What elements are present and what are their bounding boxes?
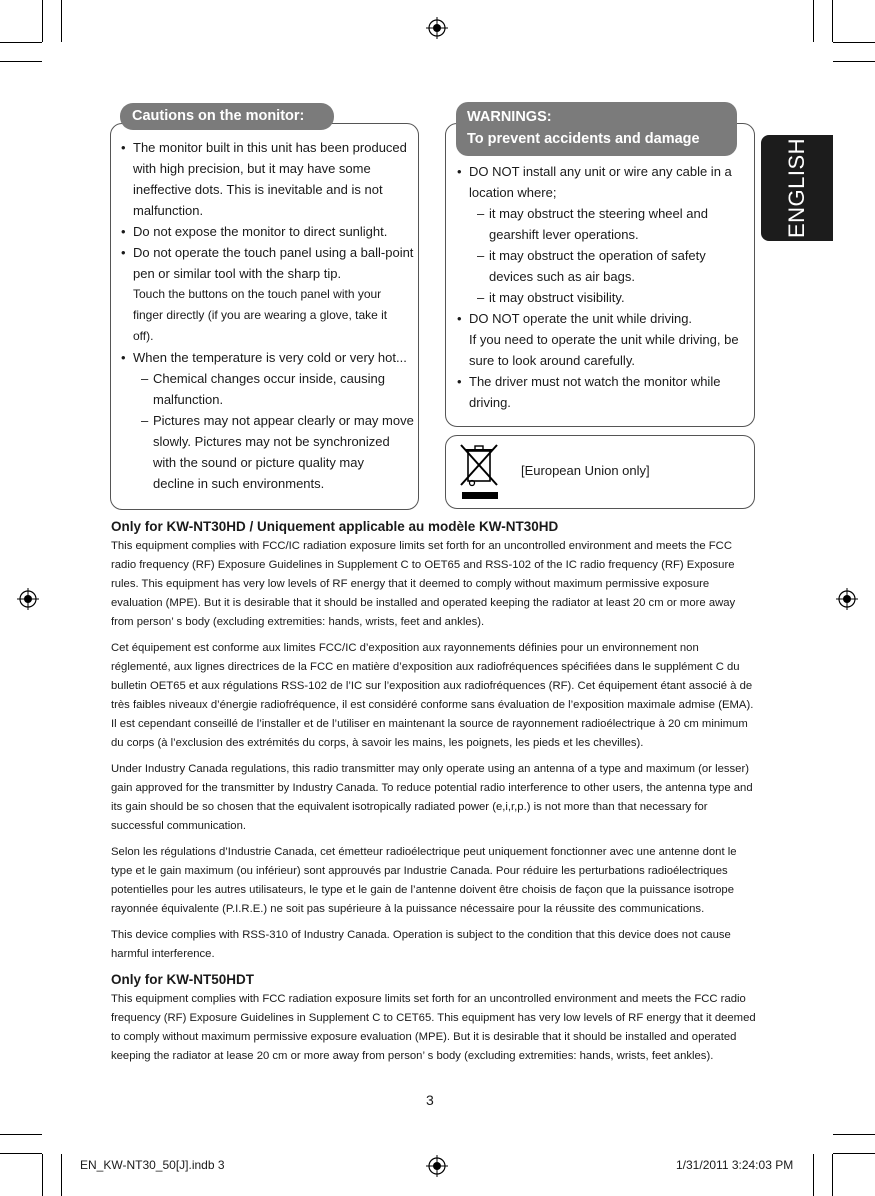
page-number: 3 (426, 1092, 434, 1108)
paragraph: Under Industry Canada regulations, this radio transmitter may only operate using an antenna of a type and maximum (or lesser) gain approved for the transmitter by Industry Canada. To reduce potential radio interference to other users, the antenna type and its gain should be so chosen that the equivalent isotropically radiated power (e,i,r,p.) is not more than that necessary for successful communication. (111, 763, 753, 832)
paragraph: This equipment complies with FCC radiation exposure limits set forth for an uncontrolled environment and meets the FCC radio frequency (RF) Exposure Guidelines in Supplement C to CET65. This equipment has very low levels of RF energy that it deemed to comply without maximum permissive exposure evaluation (MPE). But it is desirable that it should be installed and operated keeping the radiator at lease 20 cm or more away from person’ s body (excluding extremities: hands, wrists, feet ankles). (111, 993, 756, 1062)
list-item: pen or similar tool with the sharp tip. (133, 266, 342, 281)
list-item: – it may obstruct visibility. (447, 287, 752, 308)
paragraph: This device complies with RSS-310 of Industry Canada. Operation is subject to the condition that this device does not cause harmful interference. (111, 929, 731, 960)
crop-mark (833, 42, 875, 43)
crop-mark (813, 0, 814, 42)
crop-mark (0, 61, 42, 62)
paragraph: Cet équipement est conforme aux limites FCC/IC d’exposition aux rayonnements définies pour un environnement non réglementé, aux lignes directrices de la FCC en matière d’exposition aux radiofréquences spécifiées dans le supplément C du bulletin OET65 et aux régulations RSS-102 de l’IC sur l’exposition aux radiofréquences (RF). Cet équipement étant associé à de très faibles niveaux d’énergie radiofréquence, il est considéré conforme sans évaluation de l’exposition maximale admise (EMA). Il est cependant conseillé de l’installer et de l’utiliser en maintenant la source de rayonnement radioélectrique à 20 cm minimum du corps (à l’exclusion des extrémités du corps, à savoir les mains, les poignets, les pieds et les chevilles). (111, 642, 754, 749)
list-item: with the sound or picture quality may (153, 455, 364, 470)
list-item: off). (133, 329, 154, 343)
crop-mark (833, 1134, 875, 1135)
list-item: – it may obstruct the steering wheel and (447, 203, 752, 224)
warnings-title-line1: WARNINGS: (467, 109, 552, 125)
list-item: with high precision, but it may have some (133, 161, 371, 176)
list-item: sure to look around carefully. (469, 353, 635, 368)
list-item: • Do not operate the touch panel using a ball-point (111, 242, 416, 263)
list-item: – Chemical changes occur inside, causing (111, 368, 416, 389)
warnings-list (447, 161, 752, 413)
language-tab-label: ENGLISH (784, 137, 809, 239)
cautions-list (111, 137, 416, 494)
list-item: – Pictures may not appear clearly or may move (111, 410, 416, 431)
paragraph: Selon les régulations d’Industrie Canada, cet émetteur radioélectrique peut uniquement fonctionner avec une antenne dont le type et le gain maximum (ou inférieur) sont approuvés par Industrie Canada. Pour réduire les perturbations radioélectriques potentielles pour les autres utilisateurs, le type et le gain de l’antenne doivent être choisis de façon que la puissance isotrope rayonnée équivalente (P.I.R.E.) ne soit pas supérieure à la puissance nécessaire pour la réussite des communications. (111, 846, 737, 915)
list-item: gearshift lever operations. (489, 227, 639, 242)
list-item: – it may obstruct the operation of safety (447, 245, 752, 266)
registration-mark-icon (836, 588, 858, 610)
crop-mark (833, 61, 875, 62)
crop-mark (833, 1153, 875, 1154)
warnings-title-line2: To prevent accidents and damage (467, 131, 700, 147)
crop-mark (0, 1134, 42, 1135)
paragraph: This equipment complies with FCC/IC radiation exposure limits set forth for an uncontrolled environment and meets the FCC radio frequency (RF) Exposure Guidelines in Supplement C to OET65 and RSS-102 of the IC radio frequency (RF) Exposure rules. This equipment has very low levels of RF energy that it deemed to comply without maximum permissive exposure evaluation (MPE). But it is desirable that it should be installed and operated keeping the radiator at least 20 cm or more away from person’ s body (excluding extremities: hands, wrists, feet and ankles). (111, 540, 736, 628)
section-heading: Only for KW-NT30HD / Uniquement applicable au modèle KW-NT30HD (111, 519, 559, 534)
crop-mark (813, 1154, 814, 1196)
warnings-title (456, 102, 737, 156)
list-item: If you need to operate the unit while driving, be (469, 332, 739, 347)
list-item: • The driver must not watch the monitor while (447, 371, 752, 392)
list-item: location where; (469, 185, 557, 200)
registration-mark-icon (17, 588, 39, 610)
crop-mark (61, 1154, 62, 1196)
list-item: • DO NOT operate the unit while driving. (447, 308, 752, 329)
list-item: ineffective dots. This is inevitable and is not (133, 182, 383, 197)
crop-mark (0, 42, 42, 43)
list-item: driving. (469, 395, 511, 410)
list-item: finger directly (if you are wearing a glove, take it (133, 308, 388, 322)
list-item: slowly. Pictures may not be synchronized (153, 434, 390, 449)
crop-mark (0, 1153, 42, 1154)
crop-mark (42, 0, 43, 42)
registration-mark-icon (426, 17, 448, 39)
crop-mark (832, 1154, 833, 1196)
list-item: devices such as air bags. (489, 269, 635, 284)
crop-mark (42, 1154, 43, 1196)
list-item: • When the temperature is very cold or very hot... (111, 347, 416, 368)
eu-only-label: [European Union only] (521, 463, 650, 478)
list-item: decline in such environments. (153, 476, 325, 491)
list-item: malfunction. (133, 203, 204, 218)
crossed-out-wheelie-bin-icon (459, 441, 501, 501)
cautions-title (120, 103, 334, 130)
list-item: • The monitor built in this unit has been produced (111, 137, 416, 158)
footer-timestamp: 1/31/2011 3:24:03 PM (676, 1158, 794, 1172)
list-item: Touch the buttons on the touch panel with your (133, 287, 382, 301)
language-tab (761, 135, 833, 241)
regulatory-text (111, 518, 759, 1073)
crop-mark (832, 0, 833, 42)
list-item: • Do not expose the monitor to direct sunlight. (111, 221, 416, 242)
registration-mark-icon (426, 1155, 448, 1177)
list-item: • DO NOT install any unit or wire any cable in a (447, 161, 752, 182)
section-heading: Only for KW-NT50HDT (111, 972, 254, 987)
list-item: malfunction. (153, 392, 224, 407)
crop-mark (61, 0, 62, 42)
cautions-title-text: Cautions on the monitor: (132, 108, 305, 124)
footer-filename: EN_KW-NT30_50[J].indb 3 (80, 1158, 225, 1172)
